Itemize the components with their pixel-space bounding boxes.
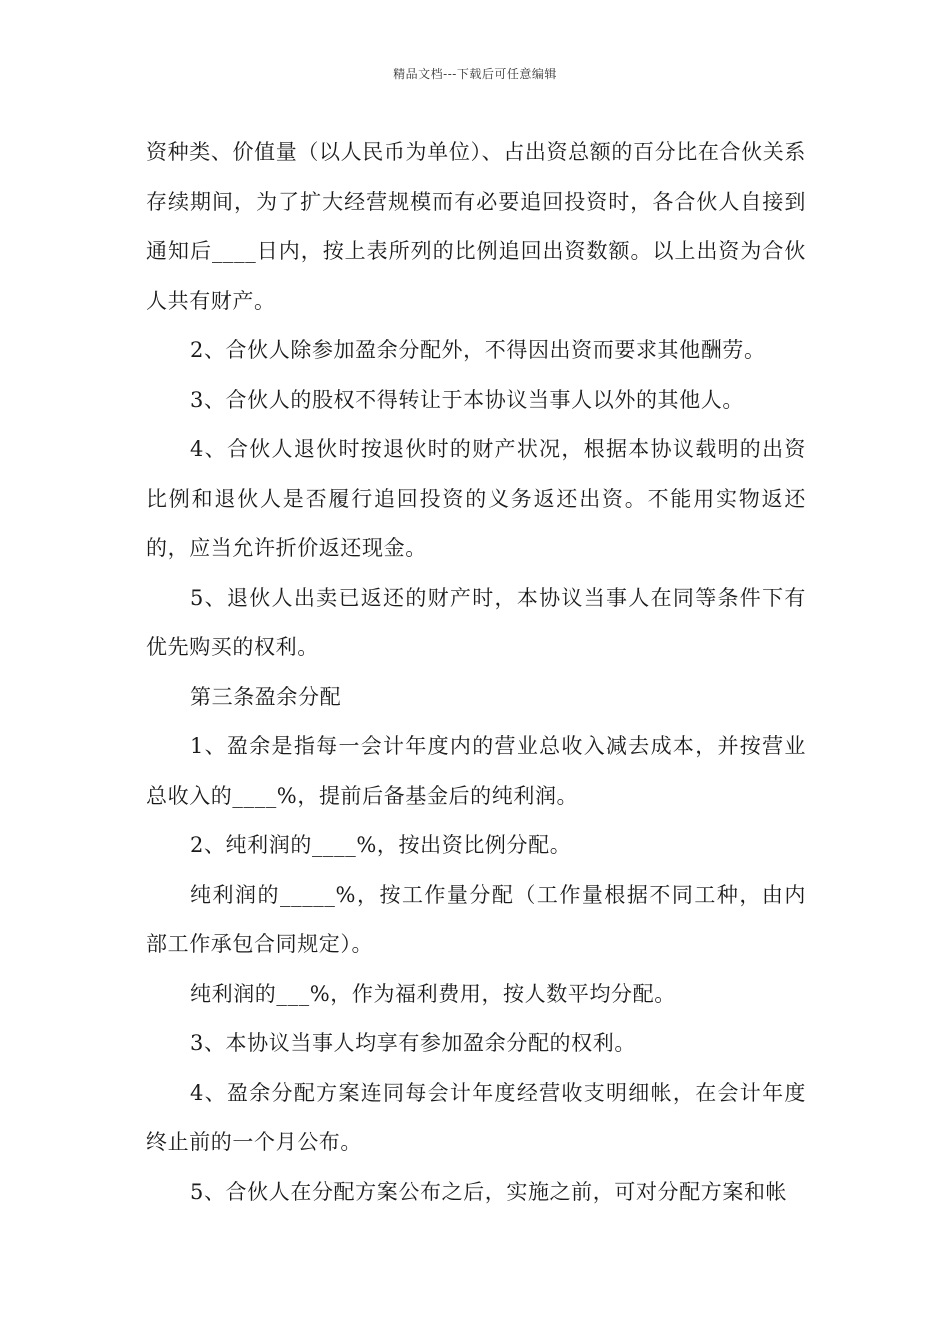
clause-3-1: 1、盈余是指每一会计年度内的营业总收入减去成本，并按营业总收入的____%，提前后备基金后的纯利润。 <box>146 734 806 808</box>
clause-3-2-welfare: 纯利润的___%，作为福利费用，按人数平均分配。 <box>190 981 676 1006</box>
clause-3-2-workload: 纯利润的_____%，按工作量分配（工作量根据不同工种，由内部工作承包合同规定）。 <box>146 882 806 956</box>
clause-3-2: 2、纯利润的____%，按出资比例分配。 <box>190 833 572 857</box>
clause-2-4: 5、退伙人出卖已返还的财产时，本协议当事人在同等条件下有优先购买的权利。 <box>146 585 806 659</box>
paragraph-continuation: 资种类、价值量（以人民币为单位）、占出资总额的百分比在合伙关系存续期间，为了扩大经营规模而有必要追回投资时，各合伙人自接到通知后____日内，按上表所列的比例追回出资数额。以上出资为合伙人共有财产。 <box>146 140 806 313</box>
clause-3-3: 3、本协议当事人均享有参加盈余分配的权利。 <box>190 1031 636 1055</box>
clause-2-3: 4、合伙人退伙时按退伙时的财产状况，根据本协议载明的出资比例和退伙人是否履行追回投资的义务返还出资。不能用实物返还的，应当允许折价返还现金。 <box>146 437 806 560</box>
section-heading-article-3: 第三条盈余分配 <box>190 684 342 709</box>
clause-2-1: 2、合伙人除参加盈余分配外，不得因出资而要求其他酬劳。 <box>190 338 766 362</box>
clause-2-2: 3、合伙人的股权不得转让于本协议当事人以外的其他人。 <box>190 387 744 412</box>
page-header: 精品文档---下载后可任意编辑 <box>393 67 557 81</box>
clause-3-4: 4、盈余分配方案连同每会计年度经营收支明细帐，在会计年度终止前的一个月公布。 <box>146 1080 806 1154</box>
clause-3-5: 5、合伙人在分配方案公布之后，实施之前，可对分配方案和帐 <box>190 1179 788 1204</box>
document-body <box>146 128 806 1217</box>
